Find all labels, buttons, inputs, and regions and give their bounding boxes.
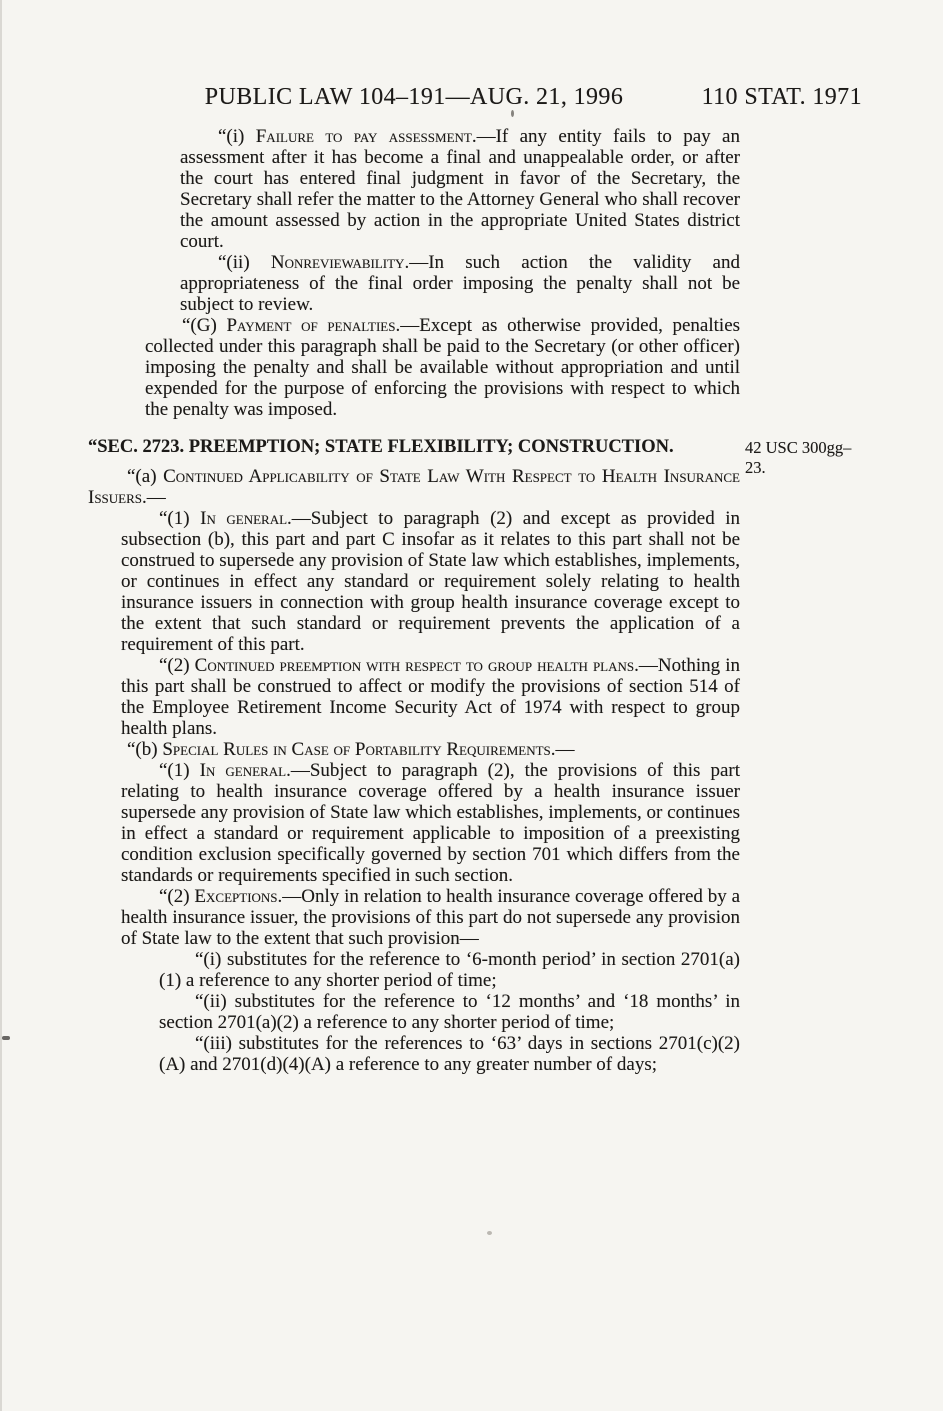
para-b1-in-general: [121, 760, 740, 886]
text-segment: “(2): [159, 655, 195, 676]
text-segment: Failure to pay assessment: [255, 126, 472, 147]
header-stat-number: 110 STAT. 1971: [701, 84, 862, 110]
text-segment: .—If any entity fails to pay an assessment after it has become a final and unappealable order, or after the court has entered final judgment in favor of the Secretary, the Secretary shall refer the matter to the Attorney General who shall recover the amount assessed by action in the appropriate United States district court.: [180, 126, 740, 252]
text-segment: Payment of penalties: [226, 315, 396, 336]
para-b2-exceptions: [121, 886, 740, 949]
text-segment: “SEC. 2723. PREEMPTION; STATE FLEXIBILITY; CONSTRUCTION.: [88, 437, 674, 457]
text-segment: In general: [199, 760, 287, 781]
para-G-payment-of-penalties: [145, 315, 740, 420]
text-segment: Special Rules in Case of Portability Requirements: [162, 739, 551, 760]
text-segment: “(1): [159, 508, 201, 529]
para-a2-continued-preemption: [121, 655, 740, 739]
text-segment: .—Nothing in this part shall be construed to affect or modify the provisions of section 514 of the Employee Retirement Income Security Act of 1974 with respect to group health plans.: [121, 655, 740, 739]
text-segment: In general: [200, 508, 288, 529]
scan-edge-shadow: [0, 0, 2, 1411]
text-segment: “(ii): [218, 252, 271, 273]
text-segment: “(G): [182, 315, 227, 336]
scan-speck: [511, 110, 514, 117]
text-segment: .—: [142, 487, 166, 508]
scan-speck: [2, 1036, 10, 1040]
text-segment: “(2): [159, 886, 195, 907]
text-segment: “(1): [159, 760, 200, 781]
para-b-special-rules: [88, 739, 740, 760]
text-segment: .—Only in relation to health insurance coverage offered by a health insurance issuer, the provisions of this part do not supersede any provision of State law to the extent that such provision—: [121, 886, 741, 949]
header-law-title: PUBLIC LAW 104–191—AUG. 21, 1996: [204, 84, 624, 110]
para-b2-clause-ii: [159, 991, 740, 1033]
text-segment: Continued preemption with respect to group health plans: [194, 655, 635, 676]
page-header: [88, 84, 862, 116]
statute-body: [88, 126, 852, 1075]
uscode-margin-note: 42 USC 300gg–23.: [745, 438, 852, 477]
text-segment: Nonreviewability: [270, 252, 405, 273]
text-segment: “(b): [127, 739, 163, 760]
para-a1-in-general: [121, 508, 740, 655]
section-2723-heading: [88, 437, 852, 477]
text-segment: “(ii) substitutes for the reference to ‘12 months’ and ‘18 months’ in section 2701(a)(2) a reference to any shorter period of time;: [159, 991, 740, 1033]
text-segment: .—In such action the validity and appropriateness of the final order imposing the penalty shall not be subject to review.: [180, 252, 740, 315]
para-a-continued-applicability: [88, 466, 740, 508]
scan-speck: [487, 1231, 492, 1235]
para-b2-clause-iii: [159, 1033, 740, 1075]
text-segment: “(a): [127, 466, 164, 487]
text-segment: .—Subject to paragraph (2) and except as provided in subsection (b), this part and part C insofar as it relates to this part shall not be construed to supersede any provision of State law which establishes, implements, or continues in effect any standard or requirement solely relating to health insurance issuers in connection with group health insurance coverage except to the extent that such standard or requirement prevents the application of a requirement of this part.: [121, 508, 741, 655]
text-segment: .—: [550, 739, 575, 760]
para-b2-clause-i: [159, 949, 740, 991]
text-segment: .—Except as otherwise provided, penalties collected under this paragraph shall be paid to the Secretary (or other officer) imposing the penalty and shall be available without appropriation and until expended for the purpose of enforcing the provisions with respect to which the penalty was imposed.: [145, 315, 741, 420]
para-ii-nonreviewability: [180, 252, 740, 315]
text-segment: Exceptions: [194, 886, 278, 907]
text-segment: .—Subject to paragraph (2), the provisions of this part relating to health insurance coverage offered by a health insurance issuer supersede any provision of State law which establishes, implements, or continues in effect a standard or requirement applicable to imposition of a preexisting condition exclusion specifically governed by section 701 which differs from the standards or requirements specified in such section.: [121, 760, 740, 886]
text-segment: “(i) substitutes for the reference to ‘6-month period’ in section 2701(a)(1) a reference to any shorter period of time;: [159, 949, 740, 991]
para-i-failure-to-pay: [180, 126, 740, 252]
text-segment: “(i): [218, 126, 256, 147]
text-segment: Continued Applicability of State Law With Respect to Health Insurance Issuers: [88, 466, 740, 508]
text-segment: “(iii) substitutes for the references to ‘63’ days in sections 2701(c)(2)(A) and 2701(d)(4)(A) a reference to any greater number of days;: [159, 1033, 740, 1075]
